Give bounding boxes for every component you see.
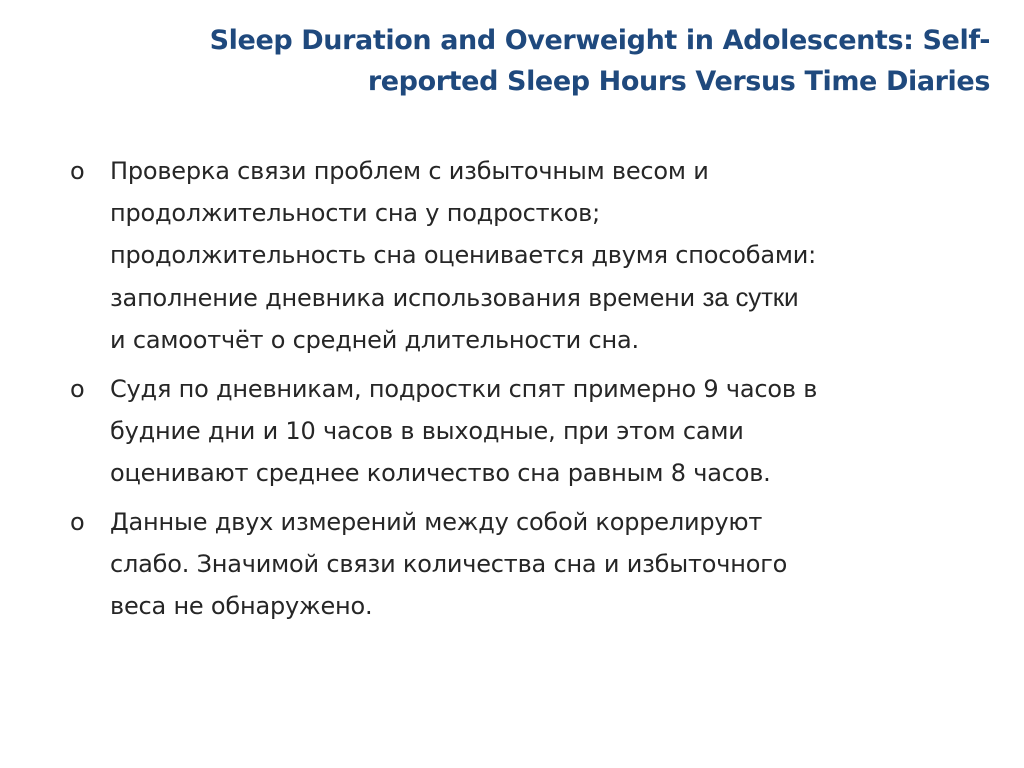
bullet-text-1 [110, 150, 980, 361]
bullet-list [70, 150, 980, 634]
bullet-item-1 [70, 150, 980, 361]
bullet-1-line-2: продолжительности сна у подростков; [110, 199, 600, 227]
bullet-text-2 [110, 368, 980, 494]
bullet-1-line-5: и самоотчёт о средней длительности сна. [110, 326, 639, 354]
bullet-item-2 [70, 368, 980, 494]
bullet-3-line-3: веса не обнаружено. [110, 592, 373, 620]
hollow-circle-bullet-icon: o [70, 508, 85, 536]
hollow-circle-bullet-icon: o [70, 157, 85, 185]
hollow-circle-bullet-icon: o [70, 375, 85, 403]
bullet-1-line-3: продолжительность сна оценивается двумя способами: [110, 241, 817, 269]
bullet-3-line-2: слабо. Значимой связи количества сна и избыточного [110, 550, 788, 578]
bullet-1-line-4-accent: за сутки [702, 282, 799, 312]
slide-title-line-2: reported Sleep Hours Versus Time Diaries [367, 66, 990, 97]
slide-title-line-1: Sleep Duration and Overweight in Adolescents: Self- [209, 25, 990, 56]
bullet-item-3 [70, 501, 980, 627]
bullet-2-line-3: оценивают среднее количество сна равным 8 часов. [110, 459, 771, 487]
bullet-1-line-1: Проверка связи проблем с избыточным весом и [110, 157, 709, 185]
bullet-2-line-2: будние дни и 10 часов в выходные, при этом сами [110, 417, 744, 445]
bullet-1-line-4-text: заполнение дневника использования времени [110, 284, 703, 312]
bullet-text-3 [110, 501, 980, 627]
bullet-2-line-1: Судя по дневникам, подростки спят примерно 9 часов в [110, 375, 818, 403]
bullet-3-line-1: Данные двух измерений между собой коррелируют [110, 508, 763, 536]
bullet-1-line-4 [110, 276, 980, 319]
slide-title [170, 20, 990, 102]
